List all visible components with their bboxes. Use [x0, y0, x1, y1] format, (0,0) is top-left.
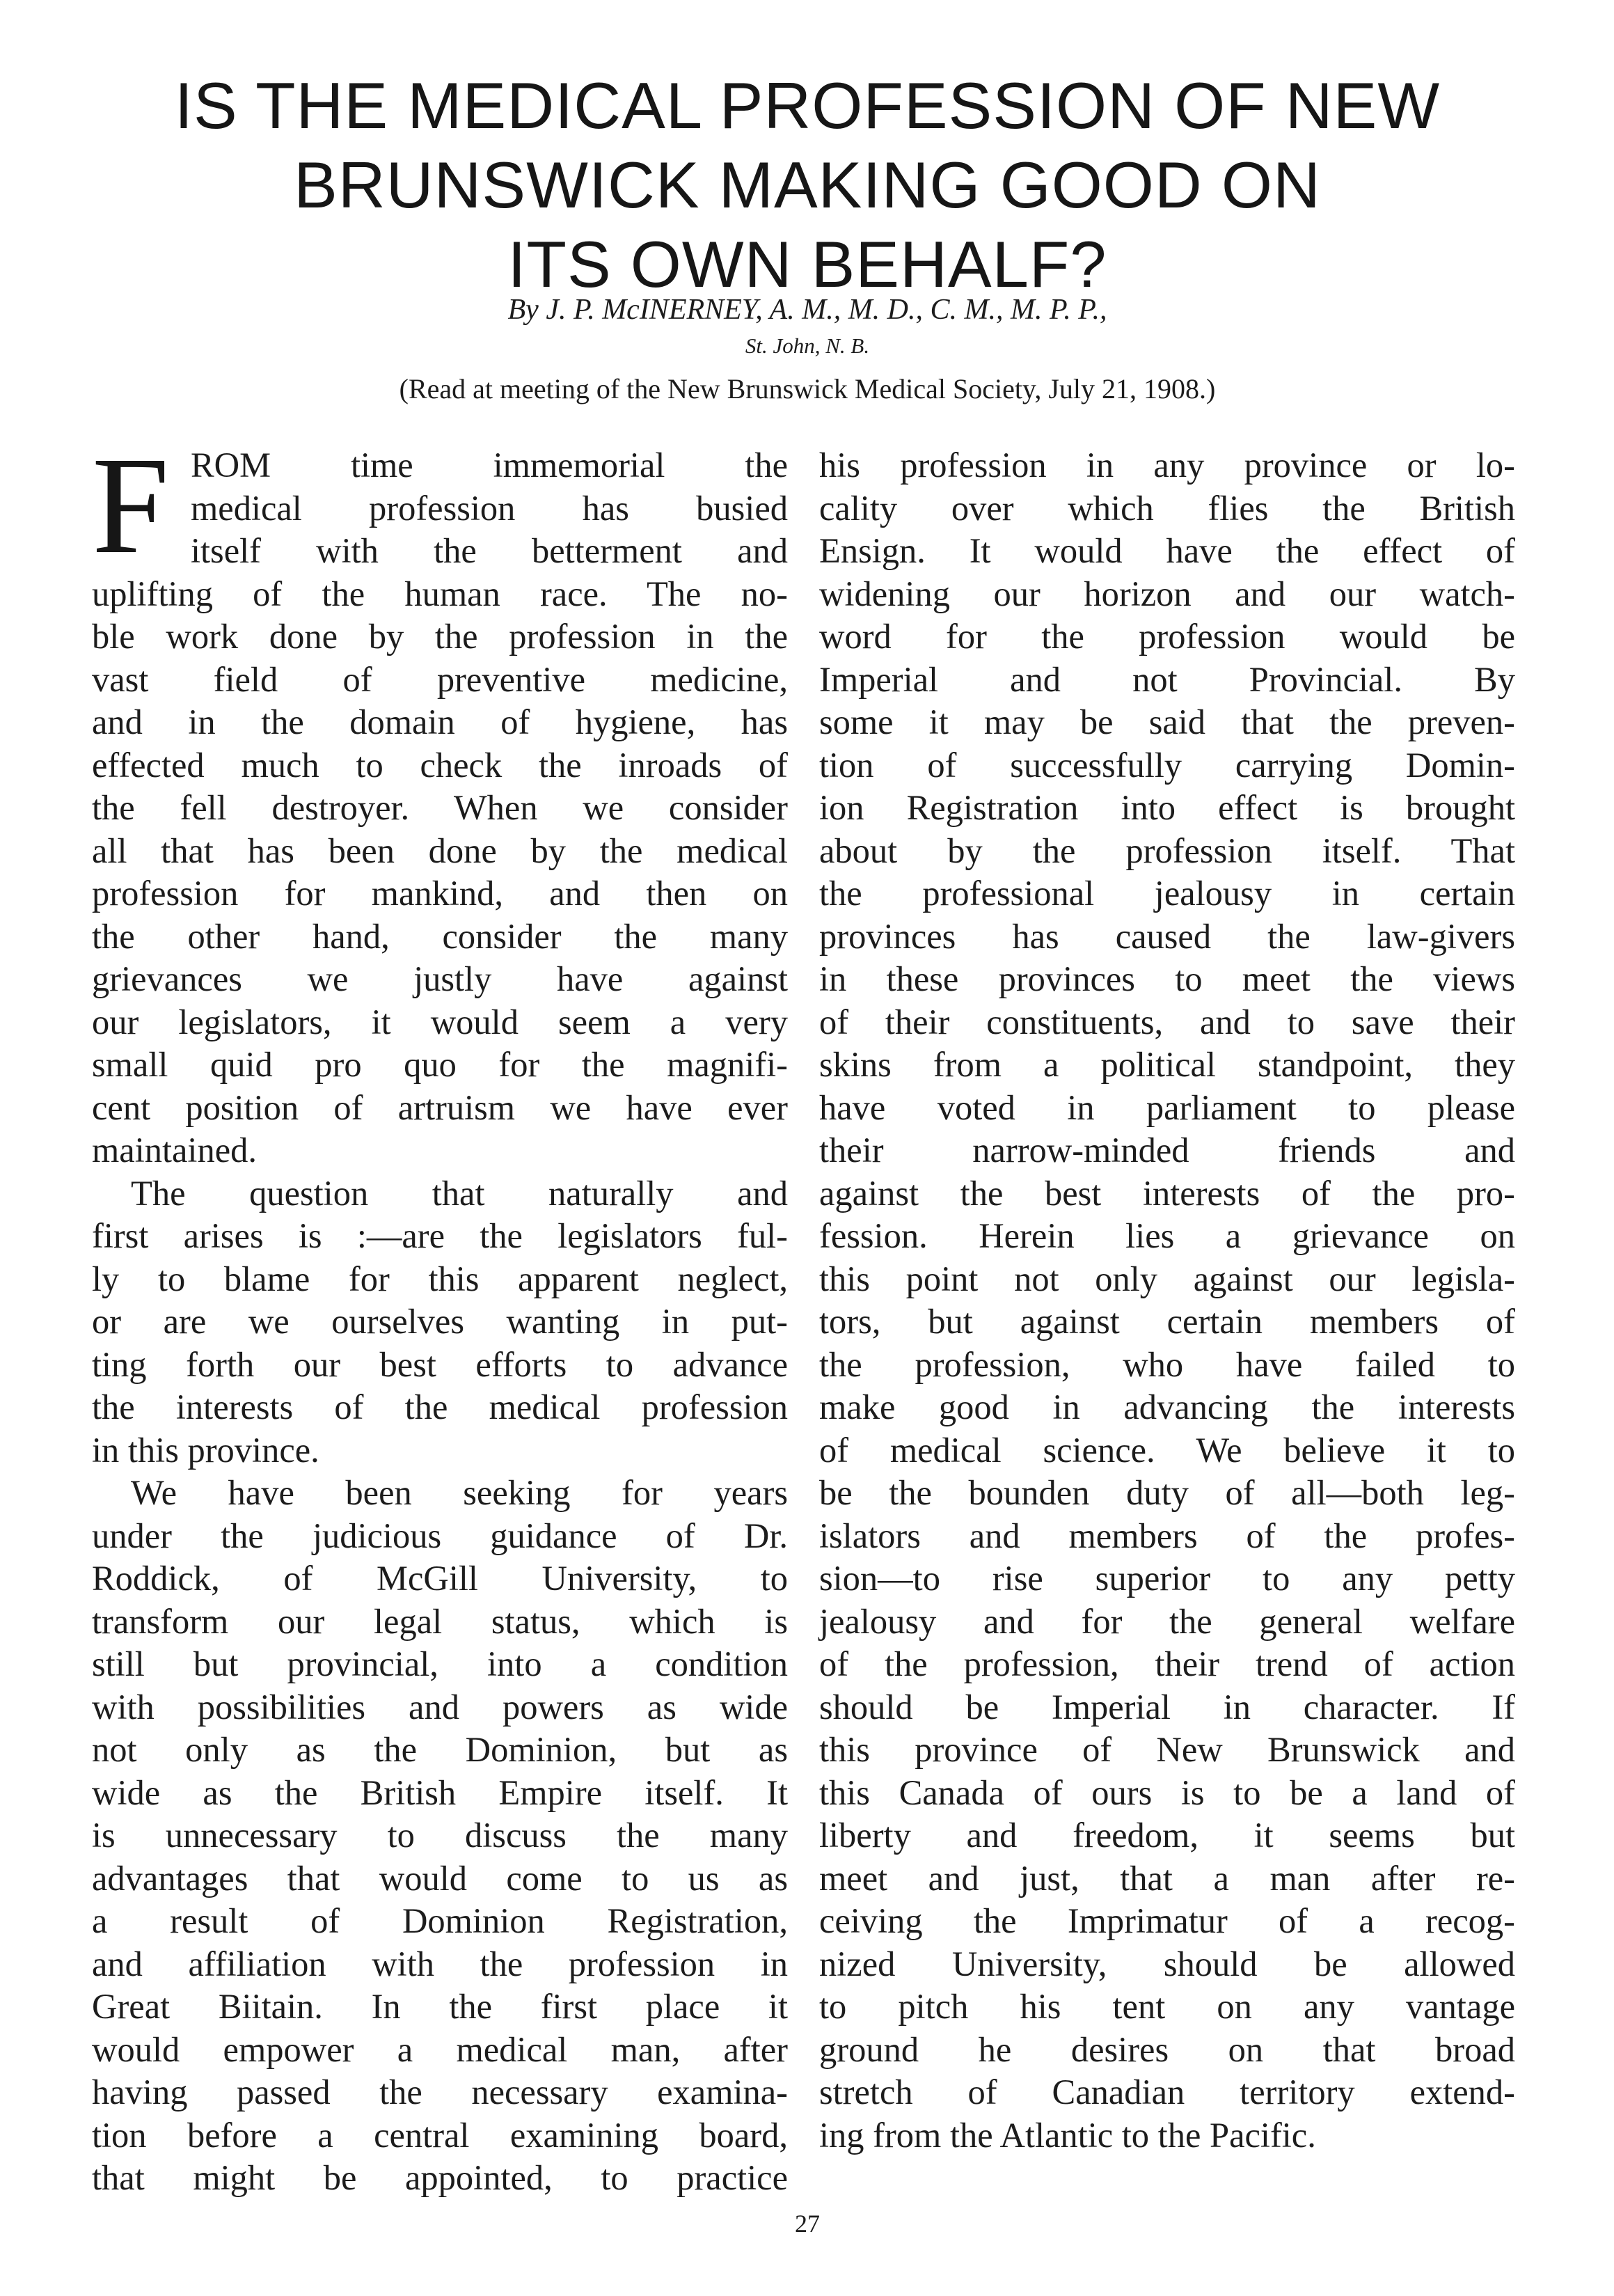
- text-line: ing from the Atlantic to the Pacific.: [819, 2115, 1316, 2155]
- text-line: in these provinces to meet the views: [819, 959, 1515, 998]
- text-line: word for the profession would be: [819, 617, 1515, 656]
- text-line: Ensign. It would have the effect of: [819, 531, 1515, 570]
- text-line: this point not only against our legisla-: [819, 1259, 1515, 1298]
- text-line: the other hand, consider the many: [92, 916, 788, 956]
- text-line: widening our horizon and our watch-: [819, 574, 1515, 613]
- text-line: ting forth our best efforts to advance: [92, 1344, 788, 1384]
- author-location: St. John, N. B.: [745, 333, 870, 358]
- text-line: have voted in parliament to please: [819, 1087, 1515, 1127]
- text-line: tion of successfully carrying Domin-: [819, 745, 1515, 785]
- text-line: all that has been done by the medical: [92, 831, 788, 870]
- text-line: Roddick, of McGill University, to: [92, 1559, 788, 1598]
- text-line: tion before a central examining board,: [92, 2115, 788, 2155]
- title-line: BRUNSWICK MAKING GOOD ON: [294, 148, 1321, 221]
- text-line: ROM time immemorial the: [191, 446, 788, 485]
- text-line: this Canada of ours is to be a land of: [819, 1772, 1515, 1812]
- text-line: liberty and freedom, it seems but: [819, 1816, 1515, 1855]
- article-title: [111, 66, 1503, 304]
- text-line: in this province.: [92, 1430, 319, 1470]
- reading-note: (Read at meeting of the New Brunswick Medical Society, July 21, 1908.): [399, 373, 1216, 404]
- text-line: The question that naturally and: [131, 1173, 788, 1213]
- text-line: should be Imperial in character. If: [819, 1687, 1515, 1727]
- text-line: and affiliation with the profession in: [92, 1944, 788, 1983]
- text-line: advantages that would come to us as: [92, 1858, 788, 1898]
- text-line: be the bounden duty of all—both leg-: [819, 1473, 1515, 1512]
- text-line: to pitch his tent on any vantage: [819, 1987, 1515, 2026]
- text-line: the interests of the medical profession: [92, 1387, 788, 1426]
- text-line: small quid pro quo for the magnifi-: [92, 1045, 788, 1084]
- text-line: ion Registration into effect is brought: [819, 788, 1515, 827]
- text-line: the professional jealousy in certain: [819, 874, 1515, 913]
- right-column: [819, 444, 1515, 2157]
- text-line: skins from a political standpoint, they: [819, 1045, 1515, 1084]
- text-line: would empower a medical man, after: [92, 2029, 788, 2069]
- text-line: We have been seeking for years: [131, 1473, 788, 1512]
- text-line: maintained.: [92, 1131, 257, 1170]
- text-line: under the judicious guidance of Dr.: [92, 1516, 788, 1555]
- text-line: nized University, should be allowed: [819, 1944, 1515, 1983]
- text-line: meet and just, that a man after re-: [819, 1858, 1515, 1898]
- text-line: sion—to rise superior to any petty: [819, 1559, 1515, 1598]
- text-line: of their constituents, and to save their: [819, 1002, 1515, 1041]
- text-line: stretch of Canadian territory extend-: [819, 2073, 1515, 2112]
- text-line: profession for mankind, and then on: [92, 874, 788, 913]
- text-line: some it may be said that the preven-: [819, 702, 1515, 741]
- text-line: and in the domain of hygiene, has: [92, 702, 788, 741]
- text-line: against the best interests of the pro-: [819, 1173, 1515, 1213]
- text-line: effected much to check the inroads of: [92, 745, 788, 785]
- text-line: provinces has caused the law-givers: [819, 916, 1515, 956]
- text-line: about by the profession itself. That: [819, 831, 1515, 870]
- text-line: wide as the British Empire itself. It: [92, 1772, 788, 1812]
- text-line: vast field of preventive medicine,: [92, 659, 788, 699]
- text-line: is unnecessary to discuss the many: [92, 1816, 788, 1855]
- text-line: tors, but against certain members of: [819, 1302, 1515, 1341]
- text-line: the profession, who have failed to: [819, 1344, 1515, 1384]
- text-line: grievances we justly have against: [92, 959, 788, 998]
- text-line: of medical science. We believe it to: [819, 1430, 1515, 1470]
- text-line: cent position of artruism we have ever: [92, 1087, 788, 1127]
- text-line: islators and members of the profes-: [819, 1516, 1515, 1555]
- text-line: cality over which flies the British: [819, 488, 1515, 528]
- text-line: uplifting of the human race. The no-: [92, 574, 788, 613]
- text-line: make good in advancing the interests: [819, 1387, 1515, 1426]
- text-line: this province of New Brunswick and: [819, 1730, 1515, 1769]
- text-line: medical profession has busied: [191, 488, 788, 528]
- text-line: ceiving the Imprimatur of a recog-: [819, 1901, 1515, 1940]
- text-line: still but provincial, into a condition: [92, 1644, 788, 1683]
- text-line: with possibilities and powers as wide: [92, 1687, 788, 1727]
- text-line: itself with the betterment and: [191, 531, 788, 570]
- text-line: not only as the Dominion, but as: [92, 1730, 788, 1769]
- text-line: transform our legal status, which is: [92, 1601, 788, 1641]
- text-line: our legislators, it would seem a very: [92, 1002, 788, 1041]
- text-line: first arises is :—are the legislators ful-: [92, 1216, 788, 1255]
- text-line: fession. Herein lies a grievance on: [819, 1216, 1515, 1255]
- text-line: or are we ourselves wanting in put-: [92, 1302, 788, 1341]
- text-line: Imperial and not Provincial. By: [819, 659, 1515, 699]
- drop-cap: F: [92, 429, 170, 583]
- text-line: that might be appointed, to practice: [92, 2158, 788, 2197]
- text-line: of the profession, their trend of action: [819, 1644, 1515, 1683]
- author-byline: By J. P. McINERNEY, A. M., M. D., C. M., M. P. P.,: [507, 294, 1107, 326]
- text-line: their narrow-minded friends and: [819, 1131, 1515, 1170]
- text-line: Great Biitain. In the first place it: [92, 1987, 788, 2026]
- text-line: jealousy and for the general welfare: [819, 1601, 1515, 1641]
- text-line: ble work done by the profession in the: [92, 617, 788, 656]
- text-line: having passed the necessary examina-: [92, 2073, 788, 2112]
- title-line: ITS OWN BEHALF?: [507, 228, 1107, 301]
- left-column: [92, 429, 788, 2200]
- title-line: IS THE MEDICAL PROFESSION OF NEW: [174, 69, 1441, 142]
- text-line: the fell destroyer. When we consider: [92, 788, 788, 827]
- text-line: his profession in any province or lo-: [819, 446, 1515, 485]
- text-line: a result of Dominion Registration,: [92, 1901, 788, 1940]
- text-line: ground he desires on that broad: [819, 2029, 1515, 2069]
- page-number: 27: [795, 2210, 820, 2238]
- text-line: ly to blame for this apparent neglect,: [92, 1259, 788, 1298]
